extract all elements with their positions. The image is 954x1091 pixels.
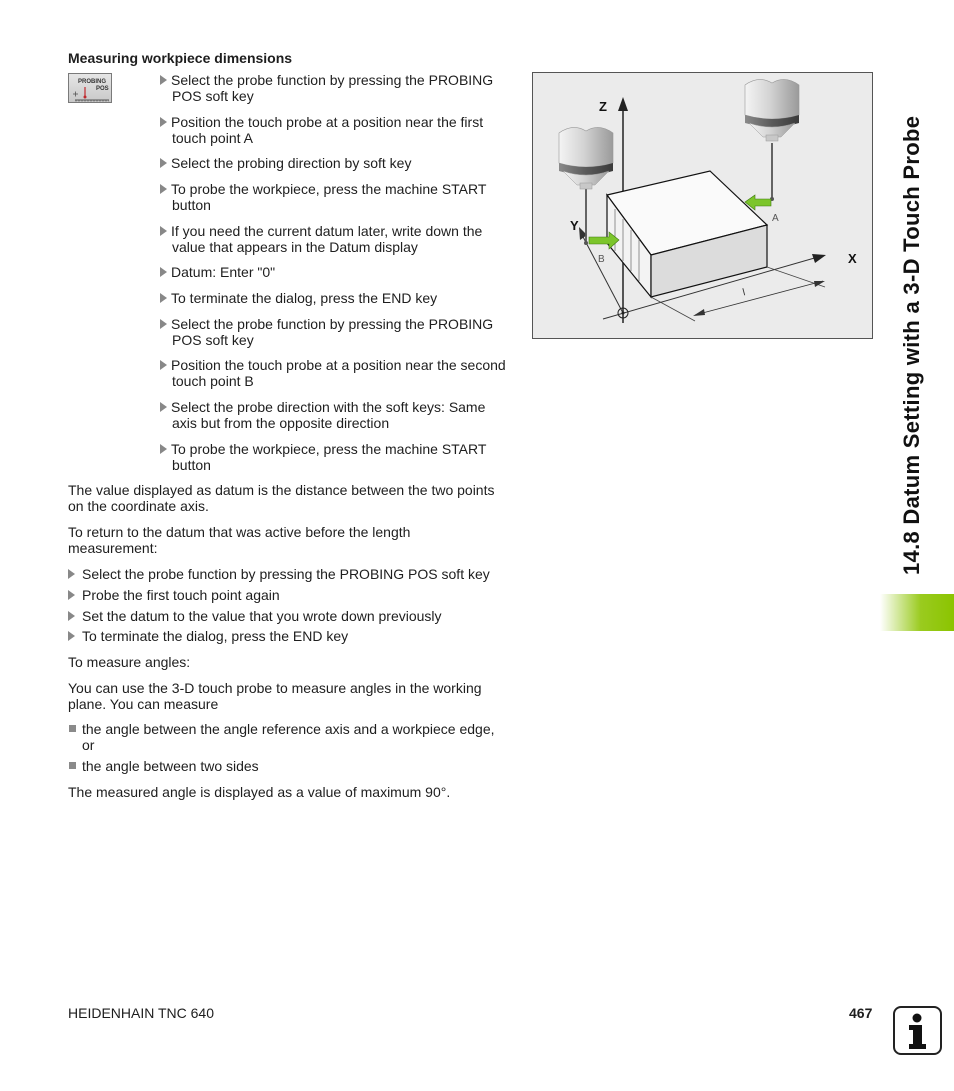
step-line: To probe the workpiece, press the machine START — [171, 181, 487, 197]
step-line: Select the probing direction by soft key — [171, 155, 412, 171]
softkey-label-1: PROBING — [78, 79, 107, 85]
axis-label-x: X — [848, 251, 857, 266]
paragraph-max-angle: The measured angle is displayed as a value of maximum 90°. — [68, 784, 451, 800]
return-step-item — [68, 628, 518, 644]
point-label-b: B — [598, 254, 605, 265]
bullet-line: or — [82, 737, 95, 753]
step-item — [158, 441, 518, 473]
step-line: If you need the current datum later, write down the — [171, 223, 483, 239]
x-axis-arrowhead — [812, 254, 826, 263]
step-line: touch point B — [172, 373, 254, 389]
triangle-bullet-icon — [160, 319, 167, 329]
axis-label-z: Z — [599, 99, 607, 114]
step-line: button — [172, 197, 211, 213]
page-number: 467 — [849, 1005, 873, 1021]
step-line: POS soft key — [172, 88, 254, 104]
return-step-item — [68, 587, 518, 603]
return-step-text: Set the datum to the value that you wrote down previously — [82, 608, 442, 624]
dimension-label-l: l — [741, 287, 747, 299]
step-item — [158, 181, 518, 213]
triangle-bullet-icon — [160, 402, 167, 412]
step-line: POS soft key — [172, 332, 254, 348]
probing-pos-softkey-icon — [68, 73, 112, 103]
dimension-line — [695, 281, 823, 315]
step-item — [158, 399, 518, 431]
step-line: touch point A — [172, 130, 253, 146]
triangle-bullet-icon — [160, 293, 167, 303]
return-step-item — [68, 608, 518, 624]
triangle-bullet-icon — [160, 444, 167, 454]
step-line: Position the touch probe at a position near the first — [171, 114, 484, 130]
step-item — [158, 72, 518, 104]
paragraph-line: To return to the datum that was active before the length — [68, 524, 411, 540]
step-line: axis but from the opposite direction — [172, 415, 390, 431]
step-line: button — [172, 457, 211, 473]
step-item — [158, 290, 518, 306]
paragraph-measure-angles: To measure angles: — [68, 654, 191, 670]
step-item — [158, 316, 518, 348]
step-line: Select the probe function by pressing the PROBING — [171, 316, 494, 332]
paragraph-line: on the coordinate axis. — [68, 498, 209, 514]
bullet-item — [68, 721, 518, 753]
touch-probe-left — [559, 127, 613, 245]
step-item — [158, 264, 518, 280]
touch-probe-right — [745, 79, 799, 201]
section-heading: Measuring workpiece dimensions — [68, 50, 293, 66]
axis-label-y: Y — [570, 218, 579, 233]
triangle-bullet-icon — [68, 631, 75, 641]
paragraph-can-measure — [68, 680, 518, 712]
return-step-text: Select the probe function by pressing the PROBING POS soft key — [82, 566, 490, 582]
info-icon — [893, 1006, 942, 1055]
triangle-bullet-icon — [68, 569, 75, 579]
point-label-a: A — [772, 213, 779, 224]
triangle-bullet-icon — [68, 590, 75, 600]
step-line: Datum: Enter "0" — [171, 264, 276, 280]
step-line: To probe the workpiece, press the machine START — [171, 441, 487, 457]
step-item — [158, 223, 518, 255]
softkey-label-2: POS — [96, 86, 109, 92]
bullet-line: the angle between two sides — [82, 758, 259, 774]
triangle-bullet-icon — [160, 226, 167, 236]
step-line: To terminate the dialog, press the END key — [171, 290, 438, 306]
paragraph-datum-distance — [68, 482, 518, 514]
softkey-probe-glyph — [69, 74, 113, 104]
figure-drawing — [533, 73, 872, 338]
paragraph-line: You can use the 3-D touch probe to measure angles in the working — [68, 680, 482, 696]
step-item — [158, 114, 518, 146]
step-item — [158, 357, 518, 389]
triangle-bullet-icon — [160, 184, 167, 194]
chapter-side-title: 14.8 Datum Setting with a 3-D Touch Probe — [899, 115, 924, 575]
paragraph-line: The value displayed as datum is the distance between the two points — [68, 482, 495, 498]
step-line: Position the touch probe at a position near the second — [171, 357, 506, 373]
paragraph-return-datum — [68, 524, 518, 556]
paragraph-line: measurement: — [68, 540, 158, 556]
triangle-bullet-icon — [160, 75, 167, 85]
paragraph-line: plane. You can measure — [68, 696, 219, 712]
z-axis-arrowhead — [618, 97, 628, 111]
probe-measurement-figure — [532, 72, 873, 339]
step-line: Select the probe function by pressing the PROBING — [171, 72, 494, 88]
square-bullet-icon — [69, 725, 76, 732]
square-bullet-icon — [69, 762, 76, 769]
triangle-bullet-icon — [68, 611, 75, 621]
bullet-item — [68, 758, 518, 774]
footer-product: HEIDENHAIN TNC 640 — [68, 1005, 215, 1021]
chapter-tab — [880, 594, 954, 631]
triangle-bullet-icon — [160, 267, 167, 277]
bullet-line: the angle between the angle reference axis and a workpiece edge, — [82, 721, 495, 737]
step-item — [158, 155, 518, 171]
return-step-text: To terminate the dialog, press the END key — [82, 628, 349, 644]
step-line: value that appears in the Datum display — [172, 239, 418, 255]
step-line: Select the probe direction with the soft keys: Same — [171, 399, 486, 415]
return-step-text: Probe the first touch point again — [82, 587, 280, 603]
dimension-extension-left — [651, 297, 695, 321]
triangle-bullet-icon — [160, 158, 167, 168]
return-step-item — [68, 566, 518, 582]
triangle-bullet-icon — [160, 117, 167, 127]
triangle-bullet-icon — [160, 360, 167, 370]
